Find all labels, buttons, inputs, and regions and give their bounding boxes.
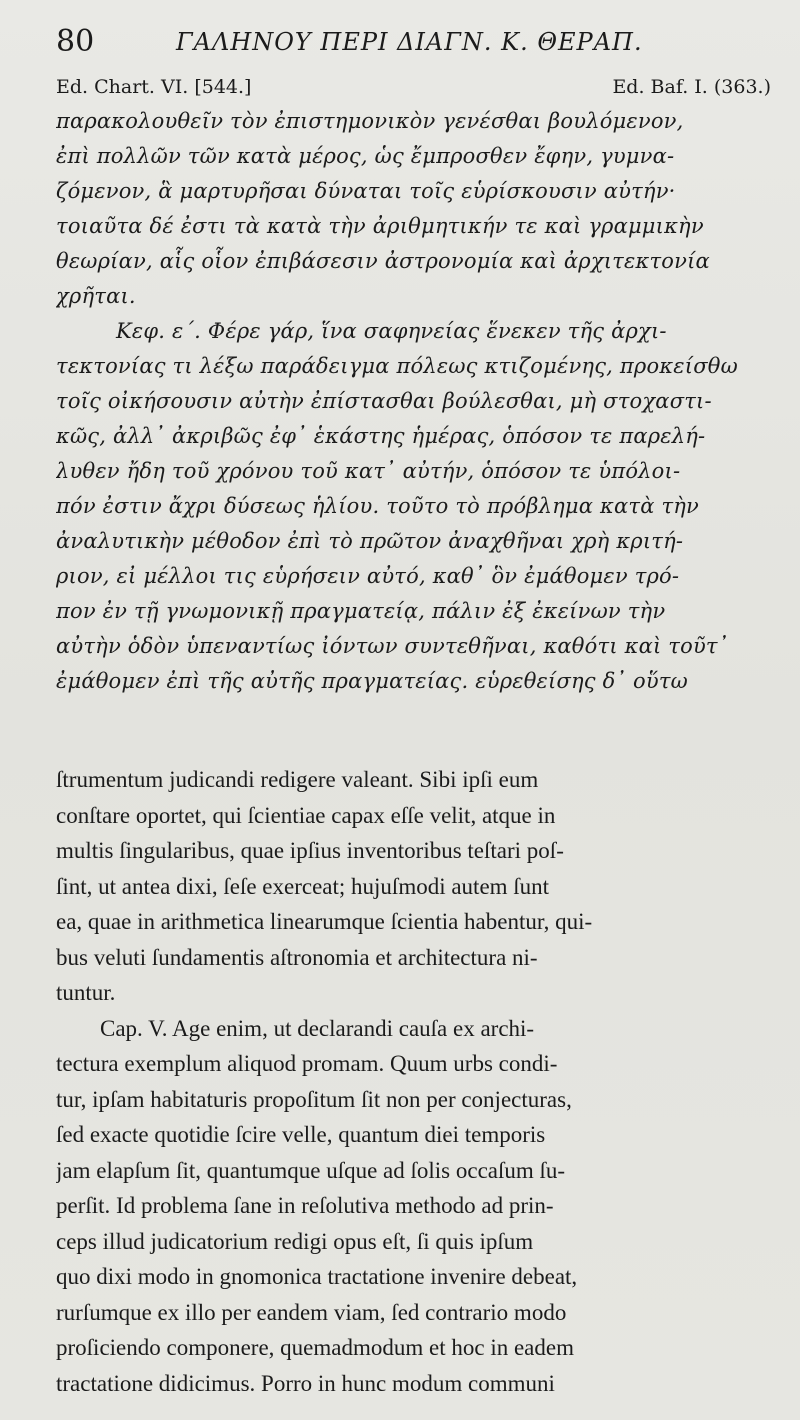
column-gap: [56, 725, 776, 761]
greek-line: κῶς, ἀλλ᾽ ἀκριβῶς ἐφ᾽ ἑκάστης ἡμέρας, ὁπόσον τε παρελή-: [56, 424, 706, 448]
greek-line: τοῖς οἰκήσουσιν αὐτὴν ἐπίστασθαι βούλεσθαι, μὴ στοχαστι-: [56, 389, 712, 413]
latin-line: tectura exemplum aliquod promam. Quum urbs condi-: [56, 1051, 558, 1076]
greek-line: πόν ἐστιν ἄχρι δύσεως ἡλίου. τοῦτο τὸ πρόβλημα κατὰ τὴν: [56, 494, 700, 518]
latin-line: conſtare oportet, qui ſcientiae capax eſſe velit, atque in: [56, 802, 556, 828]
greek-line: θεωρίαν, αἷς οἷον ἐπιβάσεσιν ἀστρονομία καὶ ἀρχιτεκτονία: [56, 249, 710, 273]
greek-line: αὐτὴν ὁδὸν ὑπεναντίως ἰόντων συντεθῆναι, καθότι καὶ τοῦτ᾽: [56, 634, 729, 658]
running-title: ΓΑΛΗΝΟΥ ΠΕΡΙ ΔΙΑΓΝ. Κ. ΘΕΡΑΠ.: [176, 28, 643, 56]
greek-line: χρῆται.: [56, 284, 136, 308]
latin-text-block: [56, 762, 776, 1401]
greek-line: ζόμενον, ἃ μαρτυρῆσαι δύναται τοῖς εὑρίσκουσιν αὐτήν·: [56, 179, 676, 203]
greek-line: ἐμάθομεν ἐπὶ τῆς αὐτῆς πραγματείας. εὑρεθείσης δ᾽ οὕτω: [56, 669, 688, 693]
latin-line: tur, ipſam habitaturis propoſitum ſit non per conjecturas,: [56, 1086, 572, 1112]
greek-line: πον ἐν τῇ γνωμονικῇ πραγματείᾳ, πάλιν ἐξ ἐκείνων τὴν: [56, 599, 666, 623]
latin-line: quo dixi modo in gnomonica tractatione invenire debeat,: [56, 1264, 578, 1289]
latin-line: ſed exacte quotidie ſcire velle, quantum diei temporis: [56, 1122, 546, 1147]
latin-line: jam elapſum ſit, quantumque uſque ad ſolis occaſum ſu-: [56, 1157, 566, 1183]
greek-line: Κεφ. ε΄. Φέρε γάρ, ἵνα σαφηνείας ἕνεκεν τῆς ἀρχι-: [116, 319, 667, 343]
latin-line: rurſumque ex illo per eandem viam, ſed contrario modo: [56, 1299, 567, 1325]
edition-basel: Ed. Baf. I. (363.): [612, 76, 771, 98]
latin-line: tuntur.: [56, 980, 116, 1005]
latin-line: tractatione didicimus. Porro in hunc modum communi: [56, 1370, 555, 1396]
edition-references: [56, 72, 771, 102]
greek-line: λυθεν ἤδη τοῦ χρόνου τοῦ κατ᾽ αὐτήν, ὁπόσον τε ὑπόλοι-: [56, 459, 681, 483]
edition-chartier: Ed. Chart. VI. [544.]: [56, 76, 252, 98]
greek-line: παρακολουθεῖν τὸν ἐπιστημονικὸν γενέσθαι βουλόμενον,: [56, 109, 684, 133]
latin-line: multis ſingularibus, quae ipſius inventoribus teſtari poſ-: [56, 838, 564, 863]
greek-line: τοιαῦτα δέ ἐστι τὰ κατὰ τὴν ἀριθμητικήν τε καὶ γραμμικὴν: [56, 214, 704, 238]
page-header: [56, 22, 756, 62]
page-number: 80: [56, 24, 95, 59]
latin-line: ſtrumentum judicandi redigere valeant. Sibi ipſi eum: [56, 767, 539, 792]
latin-line: ceps illud judicatorium redigi opus eſt, ſi quis ipſum: [56, 1228, 534, 1254]
latin-line: ea, quae in arithmetica linearumque ſcientia habentur, qui-: [56, 909, 593, 934]
greek-line: ἀναλυτικὴν μέθοδον ἐπὶ τὸ πρῶτον ἀναχθῆναι χρὴ κριτή-: [56, 529, 684, 553]
latin-line: bus veluti ſundamentis aſtronomia et architectura ni-: [56, 944, 538, 970]
latin-line: proſiciendo componere, quemadmodum et hoc in eadem: [56, 1335, 574, 1360]
greek-text-block: [56, 104, 776, 699]
latin-line: perſit. Id problema ſane in reſolutiva methodo ad prin-: [56, 1193, 554, 1218]
latin-line: ſint, ut antea dixi, ſeſe exerceat; hujuſmodi autem ſunt: [56, 873, 550, 899]
greek-line: τεκτονίας τι λέξω παράδειγμα πόλεως κτιζομένης, προκείσθω: [56, 354, 738, 378]
greek-line: ἐπὶ πολλῶν τῶν κατὰ μέρος, ὡς ἔμπροσθεν ἔφην, γυμνα-: [56, 144, 675, 168]
greek-line: ριον, εἰ μέλλοι τις εὑρήσειν αὐτό, καθ᾽ ὃν ἐμάθομεν τρό-: [56, 564, 680, 588]
latin-line: Cap. V. Age enim, ut declarandi cauſa ex archi-: [100, 1015, 535, 1041]
